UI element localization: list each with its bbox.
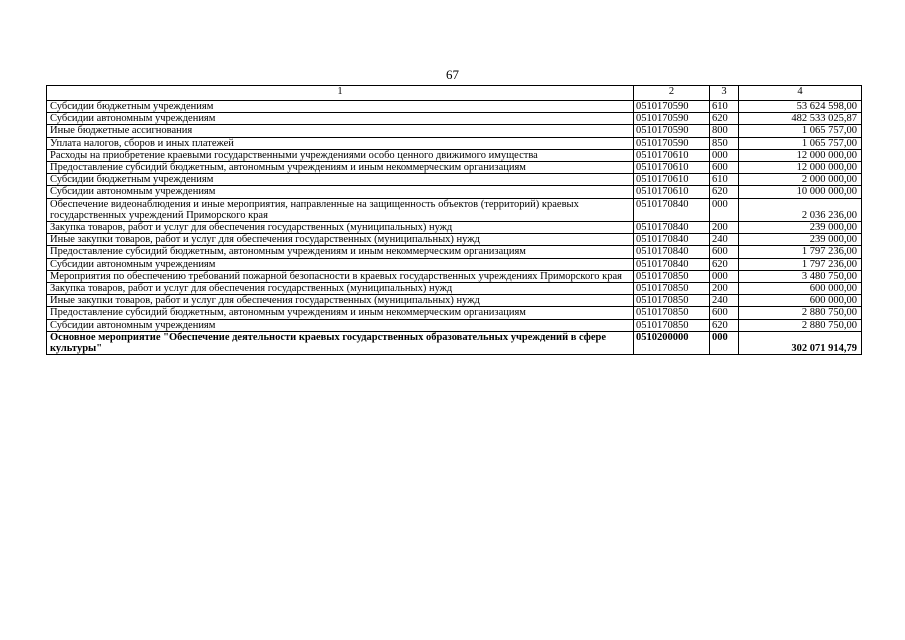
row-type-cell: 620 (710, 186, 739, 198)
row-type-cell: 620 (710, 113, 739, 125)
table-row (47, 186, 862, 198)
table-row (47, 113, 862, 125)
table-row (47, 174, 862, 186)
table-row (47, 295, 862, 307)
row-name-cell: Субсидии бюджетным учреждениям (47, 174, 634, 186)
row-code-cell: 0510170850 (634, 307, 710, 319)
table-row (47, 258, 862, 270)
row-type-cell: 000 (710, 331, 739, 354)
row-amount-cell: 1 065 757,00 (739, 125, 862, 137)
table-row (47, 246, 862, 258)
row-code-cell: 0510170840 (634, 222, 710, 234)
row-code-cell: 0510170610 (634, 149, 710, 161)
row-amount-cell: 482 533 025,87 (739, 113, 862, 125)
table-row (47, 137, 862, 149)
row-amount-cell: 53 624 598,00 (739, 101, 862, 113)
row-type-cell: 610 (710, 101, 739, 113)
row-code-cell: 0510170850 (634, 270, 710, 282)
row-name-cell: Обеспечение видеонаблюдения и иные мероприятия, направленные на защищенность объектов (территорий) краевых государственных учреждений Приморского края (47, 198, 634, 221)
row-code-cell: 0510170840 (634, 258, 710, 270)
row-amount-cell: 2 880 750,00 (739, 307, 862, 319)
row-code-cell: 0510170590 (634, 101, 710, 113)
table-row (47, 331, 862, 354)
table-row (47, 149, 862, 161)
table-row (47, 319, 862, 331)
row-type-cell: 240 (710, 295, 739, 307)
row-amount-cell: 10 000 000,00 (739, 186, 862, 198)
header-cell-name: 1 (47, 86, 634, 101)
row-type-cell: 200 (710, 283, 739, 295)
row-code-cell: 0510170850 (634, 319, 710, 331)
page-number: 67 (446, 67, 459, 82)
row-type-cell: 200 (710, 222, 739, 234)
row-type-cell: 600 (710, 246, 739, 258)
row-name-cell: Иные бюджетные ассигнования (47, 125, 634, 137)
row-type-cell: 620 (710, 319, 739, 331)
row-code-cell: 0510170590 (634, 137, 710, 149)
row-amount-cell: 2 036 236,00 (739, 198, 862, 221)
row-type-cell: 000 (710, 270, 739, 282)
budget-table (46, 85, 862, 355)
row-amount-cell: 302 071 914,79 (739, 331, 862, 354)
row-type-cell: 610 (710, 174, 739, 186)
table-row (47, 270, 862, 282)
row-type-cell: 240 (710, 234, 739, 246)
row-name-cell: Иные закупки товаров, работ и услуг для обеспечения государственных (муниципальных) нужд (47, 234, 634, 246)
row-code-cell: 0510170840 (634, 198, 710, 221)
table-header-row (47, 86, 862, 101)
table-row (47, 198, 862, 221)
row-amount-cell: 239 000,00 (739, 234, 862, 246)
table-row (47, 283, 862, 295)
row-amount-cell: 239 000,00 (739, 222, 862, 234)
row-amount-cell: 2 000 000,00 (739, 174, 862, 186)
row-name-cell: Основное мероприятие "Обеспечение деятельности краевых государственных образовательных учреждений в сфере культуры" (47, 331, 634, 354)
row-name-cell: Субсидии автономным учреждениям (47, 186, 634, 198)
row-amount-cell: 1 065 757,00 (739, 137, 862, 149)
row-amount-cell: 12 000 000,00 (739, 162, 862, 174)
table-row (47, 125, 862, 137)
table-row (47, 222, 862, 234)
row-name-cell: Закупка товаров, работ и услуг для обеспечения государственных (муниципальных) нужд (47, 283, 634, 295)
row-code-cell: 0510170610 (634, 162, 710, 174)
row-name-cell: Расходы на приобретение краевыми государственными учреждениями особо ценного движимого имущества (47, 149, 634, 161)
row-amount-cell: 3 480 750,00 (739, 270, 862, 282)
row-code-cell: 0510170840 (634, 234, 710, 246)
row-code-cell: 0510170590 (634, 113, 710, 125)
row-amount-cell: 1 797 236,00 (739, 246, 862, 258)
row-code-cell: 0510170850 (634, 295, 710, 307)
row-name-cell: Предоставление субсидий бюджетным, автономным учреждениям и иным некоммерческим организациям (47, 162, 634, 174)
header-cell-type: 3 (710, 86, 739, 101)
row-amount-cell: 2 880 750,00 (739, 319, 862, 331)
row-name-cell: Предоставление субсидий бюджетным, автономным учреждениям и иным некоммерческим организациям (47, 246, 634, 258)
row-type-cell: 800 (710, 125, 739, 137)
row-type-cell: 600 (710, 307, 739, 319)
row-code-cell: 0510200000 (634, 331, 710, 354)
table-row (47, 234, 862, 246)
row-name-cell: Субсидии бюджетным учреждениям (47, 101, 634, 113)
header-cell-amount: 4 (739, 86, 862, 101)
row-name-cell: Мероприятия по обеспечению требований пожарной безопасности в краевых государственных учреждениях Приморского края (47, 270, 634, 282)
row-name-cell: Иные закупки товаров, работ и услуг для обеспечения государственных (муниципальных) нужд (47, 295, 634, 307)
row-code-cell: 0510170610 (634, 186, 710, 198)
budget-table-body (47, 86, 862, 355)
table-row (47, 162, 862, 174)
row-name-cell: Субсидии автономным учреждениям (47, 319, 634, 331)
row-code-cell: 0510170610 (634, 174, 710, 186)
row-name-cell: Предоставление субсидий бюджетным, автономным учреждениям и иным некоммерческим организациям (47, 307, 634, 319)
table-row (47, 101, 862, 113)
row-code-cell: 0510170590 (634, 125, 710, 137)
row-name-cell: Закупка товаров, работ и услуг для обеспечения государственных (муниципальных) нужд (47, 222, 634, 234)
row-type-cell: 000 (710, 198, 739, 221)
row-type-cell: 000 (710, 149, 739, 161)
row-amount-cell: 12 000 000,00 (739, 149, 862, 161)
row-type-cell: 850 (710, 137, 739, 149)
row-name-cell: Субсидии автономным учреждениям (47, 258, 634, 270)
row-name-cell: Субсидии автономным учреждениям (47, 113, 634, 125)
header-cell-code: 2 (634, 86, 710, 101)
row-amount-cell: 600 000,00 (739, 283, 862, 295)
row-code-cell: 0510170850 (634, 283, 710, 295)
row-amount-cell: 600 000,00 (739, 295, 862, 307)
row-amount-cell: 1 797 236,00 (739, 258, 862, 270)
table-row (47, 307, 862, 319)
row-type-cell: 600 (710, 162, 739, 174)
row-name-cell: Уплата налогов, сборов и иных платежей (47, 137, 634, 149)
row-type-cell: 620 (710, 258, 739, 270)
row-code-cell: 0510170840 (634, 246, 710, 258)
